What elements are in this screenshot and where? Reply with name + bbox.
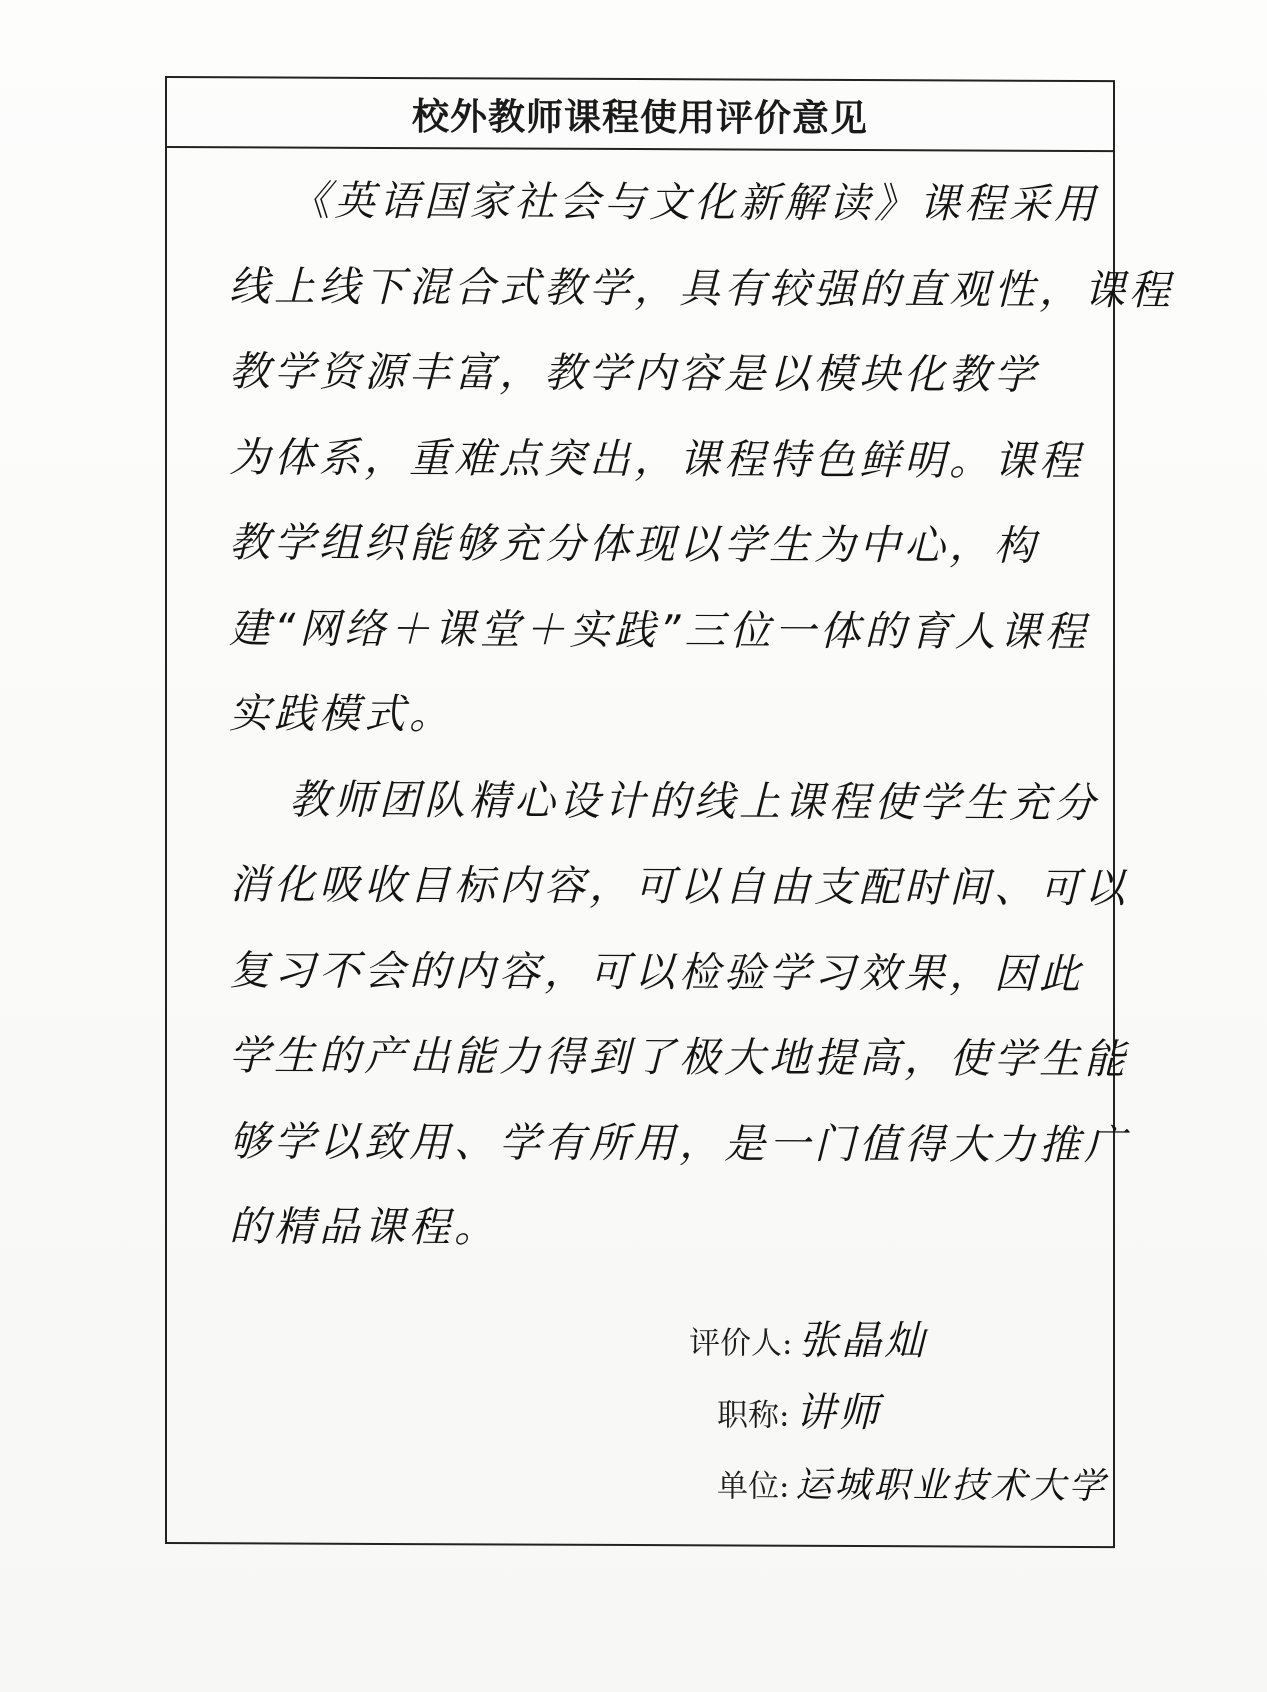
- comment-line: 《英语国家社会与文化新解读》课程采用: [289, 176, 1099, 229]
- comment-line: 够学以致用、学有所用，是一门值得大力推广: [229, 1116, 1129, 1169]
- comment-line: 学生的产出能力得到了极大地提高，使学生能: [229, 1031, 1129, 1084]
- evaluator-label: 评价人:: [689, 1325, 793, 1362]
- comment-line: 为体系，重难点突出，课程特色鲜明。课程: [229, 432, 1084, 485]
- job-title-label: 职称:: [717, 1397, 790, 1434]
- unit-row: [717, 1456, 1107, 1509]
- unit-value: 运城职业技术大学: [795, 1464, 1108, 1508]
- evaluation-form: [165, 76, 1174, 1548]
- evaluator-name: 张晶灿: [798, 1317, 928, 1365]
- comment-line: 教学组织能够充分体现以学生为中心，构: [229, 518, 1039, 570]
- comment-line: 实践模式。: [229, 689, 454, 739]
- comment-line: 的精品课程。: [229, 1202, 499, 1252]
- comment-line: 教师团队精心设计的线上课程使学生充分: [289, 775, 1099, 827]
- form-title: 校外教师课程使用评价意见: [412, 94, 868, 141]
- comment-line: 教学资源丰富，教学内容是以模块化教学: [229, 347, 1039, 399]
- comment-line: 线上线下混合式教学，具有较强的直观性，课程: [229, 261, 1174, 314]
- signature-block: [167, 78, 1174, 1546]
- job-title-value: 讲师: [795, 1389, 882, 1437]
- comment-line: 复习不会的内容，可以检验学习效果，因此: [229, 945, 1084, 998]
- unit-label: 单位:: [717, 1468, 790, 1505]
- job-title-row: [717, 1380, 881, 1438]
- evaluator-row: [689, 1308, 927, 1366]
- comment-line: 消化吸收目标内容，可以自由支配时间、可以: [229, 860, 1129, 913]
- comment-line: 建“网络＋课堂＋实践”三位一体的育人课程: [229, 603, 1090, 656]
